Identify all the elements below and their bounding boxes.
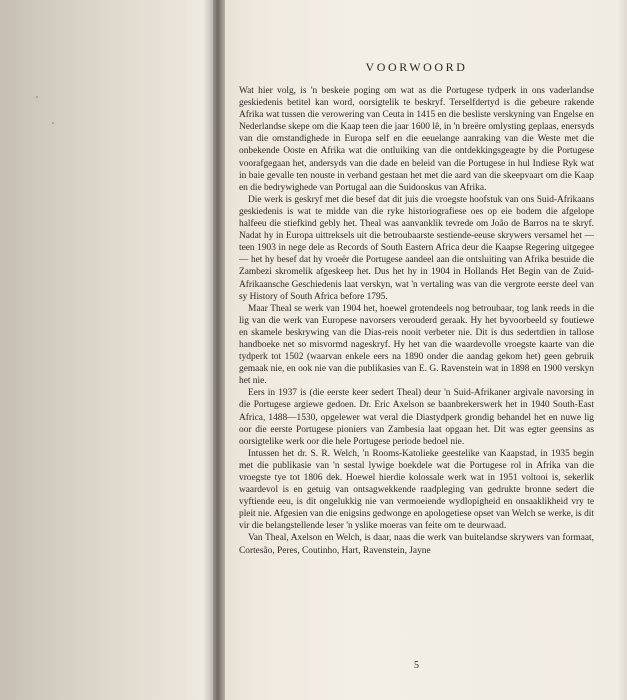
paragraph-4: Eers in 1937 is (die eerste keer sedert Theal) deur 'n Suid-Afrikaner argivale navorsing in die Portugese argiewe gedoen. Dr. Eric Axelson se baanbrekerswerk het in 1940 South-East Africa, 1488—1530, opgelewer wat veral die Diastydperk grondig behandel het en nuwe lig oor die eerste Portugese pioniers van Zambesia laat opgaan het. Dit was egter geensins as oorsigtelike werk oor die hele Portugese periode bedoel nie.	[239, 388, 594, 447]
scan-speck	[52, 122, 54, 124]
paragraph-5: Intussen het dr. S. R. Welch, 'n Rooms-Katolieke geestelike van Kaapstad, in 1935 begin met die publikasie van 'n sestal lywige boekdele wat die Portugese rol in Afrika van die vroegste tye tot 1806 dek. Hoewel hierdie kolossale werk wat in 1951 voltooi is, sekerlik waardevol is en getuig van ontsagwekkende raadpleging van gedrukte bronne sedert die vyftiende eeu, is dit ongelukkig nie van vermoeiende wydlopigheid en onsaaklikheid vry te pleit nie. Afgesien van die enigsins gedwonge en apologetiese opset van Welch se werke, is dit vir die belangstellende leser 'n yslike moeras van feite om te deurwaad.	[239, 448, 594, 532]
paragraph-1: Wat hier volg, is 'n beskeie poging om wat as die Portugese tydperk in ons vaderlandse geskiedenis betitel kan word, oorsigtelik te beskryf. Terselfdertyd is die gebeure rakende Afrika wat tussen die verowering van Ceuta in 1415 en die besliste verskyning van Engelse en Nederlandse skepe om die Kaap teen die jaar 1600 lê, in 'n breëre omlysting geplaas, enersyds van die omstandighede in Europa self en die eeuelange aanraking van die Weste met die onbekende Ooste en Afrika wat die ontluiking van die ontdekkingsgeagte by die Portugese voorafgegaan het, andersyds van die dade en beleid van die Portugese in hul Indiese Ryk wat in baie gevalle ten nouste in verband gestaan het met die aard van die skeepvaart om die Kaap en die bedrywighede van Portugal aan die Suidooskus van Afrika.	[239, 86, 594, 193]
page-edge-shadow	[617, 0, 627, 700]
book-gutter	[213, 0, 225, 700]
paragraph-2: Die werk is geskryf met die besef dat dit juis die vroegste hoofstuk van ons Suid-Afrikaans geskiedenis is wat te midde van die ryke historiografiese oes op eie bodem die afgelope halfeeu die stiefkind gebly het. Theal was aanvanklik tevrede om João de Barros na te skryf. Nadat hy in Europa uittreksels uit die betroubaarste sestiende-eeuse skrywers versamel het — teen 1903 in nege dele as Records of South Eastern Africa deur die Kaapse Regering uitgegee — het hy besef dat hy vroeër die Portugese aandeel aan die ontsluiting van Afrika besuide die Zambezi skromelik afgeskeep het. Dus het hy in 1904 in Hollands Het Begin van de Zuid-Afrikaansche Geschiedenis laat verskyn, wat 'n vertaling was van die vergrote eerste deel van sy History of South Africa before 1795.	[239, 194, 594, 302]
scan-speck	[36, 96, 38, 98]
page-heading: VOORWOORD	[365, 60, 468, 74]
page-body	[239, 60, 594, 671]
left-page-margin	[0, 0, 213, 700]
paragraph-6: Van Theal, Axelson en Welch, is daar, naas die werk van buitelandse skrywers van formaat, Cortesão, Peres, Coutinho, Hart, Ravenstein, Jayne	[239, 533, 594, 556]
page-number: 5	[414, 660, 419, 671]
paragraph-3: Maar Theal se werk van 1904 het, hoewel grotendeels nog betroubaar, tog lank reeds in die lig van die werk van Europese navorsers verouderd geraak. Hy het byvoorbeeld sy foutiewe en skamele beskrywing van die Dias-reis nooit verbeter nie. Dit is dus sedertdien in tallose handboeke net so misvormd nageskryf. Hy het van die waardevolle vroegste kaarte van die tydperk tot 1502 (waarvan enkele eers na 1890 onder die aandag gekom het) geen gebruik gemaak nie, en ook nie van die publikasies van E. G. Ravenstein wat in 1898 en 1900 verskyn het nie.	[239, 303, 594, 387]
right-page	[225, 0, 627, 700]
